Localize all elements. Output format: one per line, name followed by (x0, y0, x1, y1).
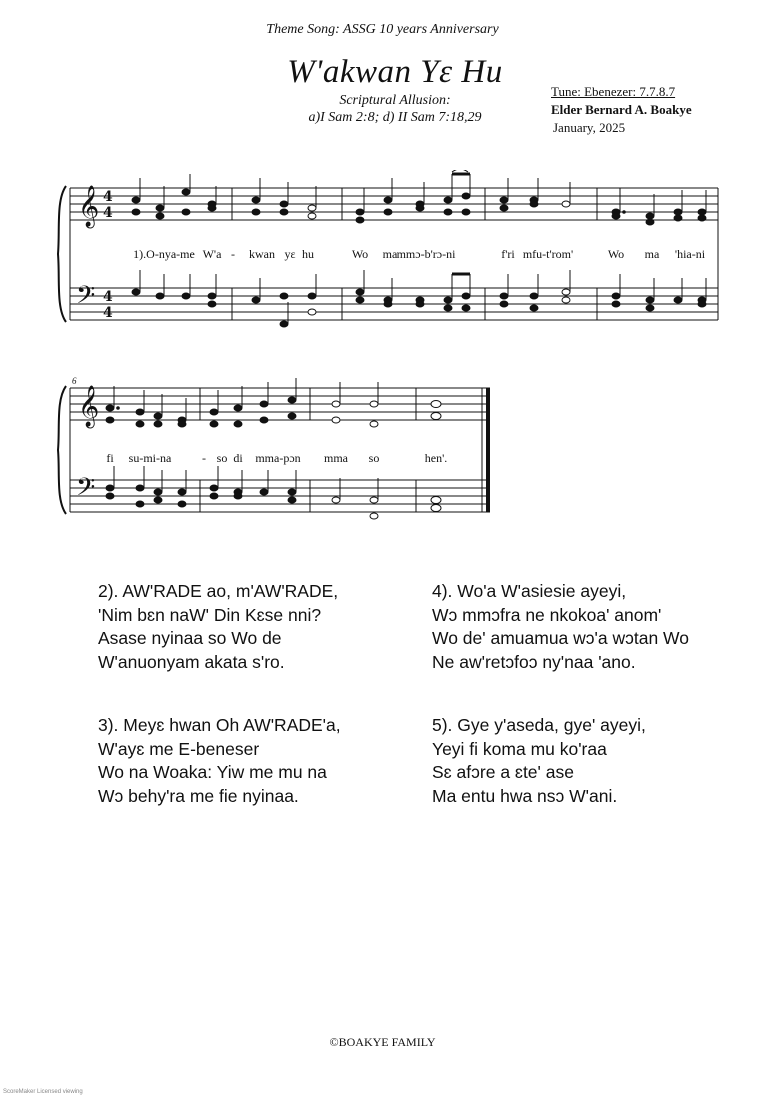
verse-2 (98, 580, 338, 674)
lyric-syllable: - (231, 247, 235, 261)
lyric-syllable: ma (382, 247, 398, 261)
lyric-syllable: 'hia-ni (674, 247, 706, 261)
song-title: W'akwan Yɛ Hu (287, 54, 503, 90)
lyric-syllable: su-mi-na (128, 451, 172, 465)
corner-note: ScoreMaker Licensed viewing (3, 1089, 83, 1095)
lyric-syllable: di (233, 451, 243, 465)
lyric-syllable: f'ri (501, 247, 515, 261)
verse-line: Wo de' amuamua wɔ'a wɔtan Wo (432, 628, 689, 648)
verse-line: Ne aw'retɔfoɔ ny'naa 'ano. (432, 651, 636, 672)
lyric-syllable: mmɔ-b'rɔ-ni (396, 247, 456, 261)
verse-line: Wo na Woaka: Yiw me mu na (98, 762, 327, 782)
lyric-syllable: so (368, 451, 380, 465)
verse-line: 'Nim bɛn naW' Din Kɛse nni? (98, 604, 322, 625)
lyric-syllable: - (202, 451, 206, 465)
verse-3 (98, 714, 341, 808)
verse-line: 4). Wo'a W'asiesie ayeyi, (432, 581, 627, 601)
svg-text:4: 4 (103, 205, 113, 221)
composition-date: January, 2025 (553, 120, 626, 135)
svg-text:4: 4 (103, 289, 113, 305)
verse-line: Sɛ afɔre a ɛte' ase (432, 762, 574, 782)
verse-line: Yeyi fi koma mu ko'raa (432, 738, 607, 759)
author-name: Elder Bernard A. Boakye (551, 102, 692, 117)
verse-line: W'ayɛ me E-beneser (98, 738, 260, 759)
theme-line: Theme Song: ASSG 10 years Anniversary (266, 22, 499, 37)
verse-line: Asase nyinaa so Wo de (98, 628, 282, 648)
lyric-syllable: hen'. (424, 451, 448, 465)
verse-line: Wɔ mmɔfra ne nkokoa' anom' (432, 604, 662, 625)
verse-line: 5). Gye y'aseda, gye' ayeyi, (432, 715, 646, 735)
lyric-syllable: mfu-t'rom' (522, 247, 574, 261)
lyric-syllable: so (216, 451, 228, 465)
scriptural-allusion (250, 92, 540, 126)
music-system-2 (0, 372, 765, 532)
verse-line: W'anuonyam akata s'ro. (98, 651, 285, 672)
svg-text:4: 4 (103, 189, 113, 205)
lyric-syllable: mma-pɔn (255, 451, 301, 465)
svg-text:𝄢: 𝄢 (76, 473, 96, 508)
svg-text:4: 4 (103, 305, 113, 321)
lyric-syllable: hu (302, 247, 314, 261)
allusion-refs: a)I Sam 2:8; d) II Sam 7:18,29 (308, 110, 482, 125)
verse-line: Ma entu hwa nsɔ W'ani. (432, 785, 618, 806)
music-system-1 (0, 170, 765, 340)
lyric-syllable: fi (106, 451, 114, 465)
verse-4 (432, 580, 689, 674)
lyric-syllable: W'a (202, 247, 222, 261)
lyric-syllable: yɛ (284, 247, 296, 261)
verse-line: Wɔ behy'ra me fie nyinaa. (98, 785, 299, 806)
svg-text:𝄢: 𝄢 (76, 281, 96, 316)
verse-line: 3). Meyɛ hwan Oh AW'RADE'a, (98, 715, 341, 735)
copyright-footer: ©BOAKYE FAMILY (329, 1035, 436, 1049)
lyric-syllable: Wo (351, 247, 369, 261)
verse-line: 2). AW'RADE ao, m'AW'RADE, (98, 581, 339, 601)
lyric-syllable: mma (324, 451, 348, 465)
lyric-syllable: kwan (249, 247, 275, 261)
svg-text:𝄞: 𝄞 (78, 186, 100, 227)
lyric-syllable: Wo (607, 247, 625, 261)
verse-5 (432, 714, 646, 808)
lyric-syllable: 1).O-nya-me (133, 247, 195, 261)
measure-number: 6 (72, 376, 77, 386)
tune-name: Tune: Ebenezer: 7.7.8.7 (551, 84, 676, 99)
lyric-syllable: ma (644, 247, 660, 261)
allusion-heading: Scriptural Allusion: (339, 93, 451, 108)
svg-text:𝄞: 𝄞 (78, 386, 100, 427)
